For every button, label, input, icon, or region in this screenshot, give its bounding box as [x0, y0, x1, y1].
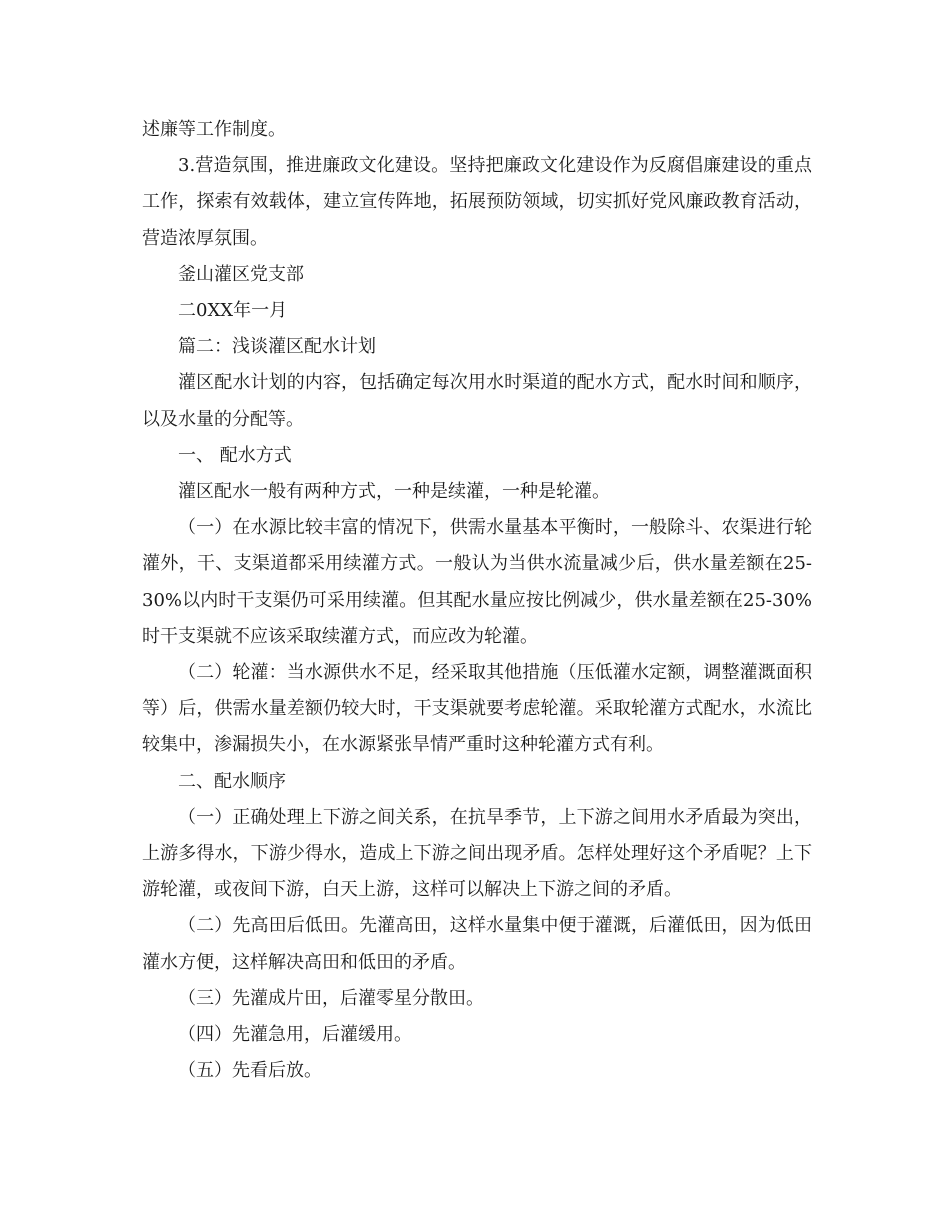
paragraph-high-low-fields: （二）先高田后低田。先灌高田，这样水量集中便于灌溉，后灌低田，因为低田灌水方便，这样解决高田和低田的矛盾。 — [142, 915, 812, 973]
paragraph-upstream-downstream: （一）正确处理上下游之间关系，在抗旱季节，上下游之间用水矛盾最为突出，上游多得水，下游少得水，造成上下游之间出现矛盾。怎样处理好这个矛盾呢？上下游轮灌，或夜间下游，白天上游，这样可以解决上下游之间的矛盾。 — [142, 806, 812, 901]
section-heading-distribution-order: 二、配水顺序 — [178, 770, 286, 792]
article-title: 篇二：浅谈灌区配水计划 — [178, 336, 376, 358]
section-heading-distribution-method: 一、 配水方式 — [178, 444, 292, 466]
signature-date: 二0XX年一月 — [178, 300, 288, 322]
document-body — [142, 112, 812, 1089]
paragraph-urgent-first: （四）先灌急用，后灌缓用。 — [178, 1024, 412, 1046]
paragraph-intro: 灌区配水计划的内容，包括确定每次用水时渠道的配水方式，配水时间和顺序，以及水量的分配等。 — [142, 372, 812, 430]
paragraph-two-methods: 灌区配水一般有两种方式，一种是续灌，一种是轮灌。 — [178, 481, 610, 503]
signature-organization: 釜山灌区党支部 — [178, 263, 304, 285]
paragraph-continuation: 述廉等工作制度。 — [142, 119, 286, 140]
paragraph-rotational-irrigation: （二）轮灌：当水源供水不足，经采取其他措施（压低灌水定额，调整灌溉面积等）后，供需水量差额仍较大时，干支渠就要考虑轮灌。采取轮灌方式配水，水流比较集中，渗漏损失小，在水源紧张旱情严重时这种轮灌方式有利。 — [142, 662, 812, 756]
paragraph-continuous-irrigation: （一）在水源比较丰富的情况下，供需水量基本平衡时，一般除斗、农渠进行轮灌外，干、支渠道都采用续灌方式。一般认为当供水流量减少后，供水量差额在25-30%以内时干支渠仍可采用续灌。但其配水量应按比例减少，供水量差额在25-30%时干支渠就不应该采取续灌方式，而应改为轮灌。 — [142, 517, 812, 647]
paragraph-contiguous-fields: （三）先灌成片田，后灌零星分散田。 — [178, 987, 484, 1009]
paragraph-look-then-release: （五）先看后放。 — [178, 1060, 322, 1082]
paragraph-create-atmosphere: 3.营造氛围，推进廉政文化建设。坚持把廉政文化建设作为反腐倡廉建设的重点工作，探索有效载体，建立宣传阵地，拓展预防领域，切实抓好党风廉政教育活动，营造浓厚氛围。 — [142, 155, 812, 249]
